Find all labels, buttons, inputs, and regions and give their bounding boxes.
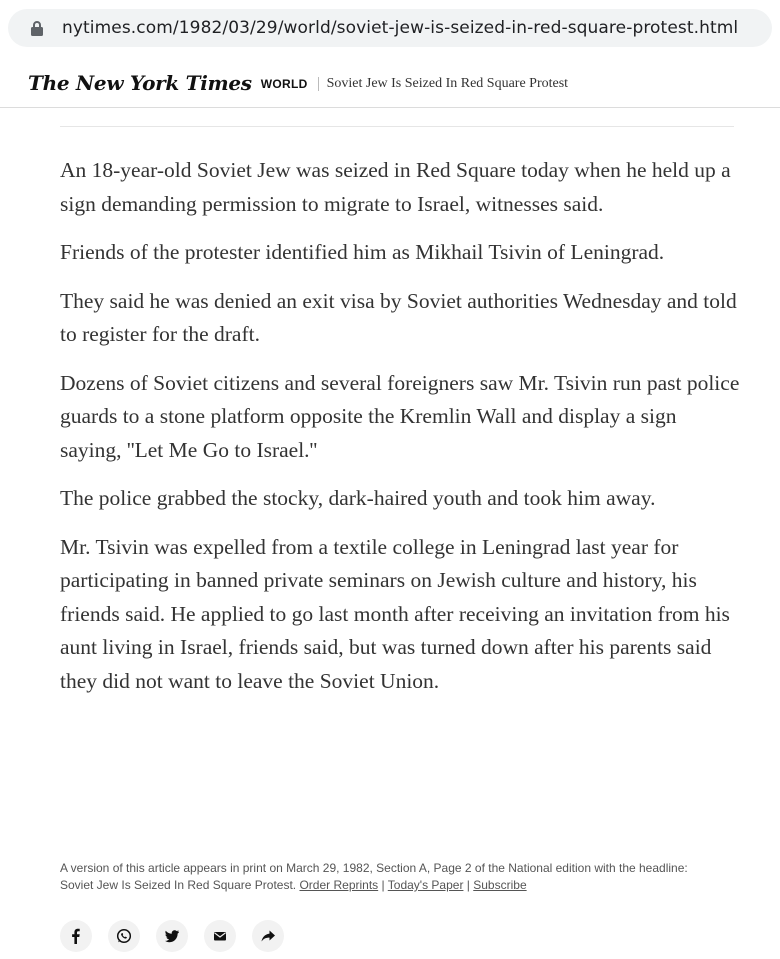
url-text[interactable]: nytimes.com/1982/03/29/world/soviet-jew-is-seized-in-red-square-protest.html (62, 18, 739, 38)
twitter-share-button[interactable] (156, 920, 188, 952)
order-reprints-link[interactable]: Order Reprints (299, 878, 379, 892)
todays-paper-link[interactable]: Today's Paper (387, 878, 464, 892)
facebook-share-button[interactable] (60, 920, 92, 952)
whatsapp-icon (116, 928, 132, 944)
print-note-text: A version of this article appears in print on March 29, 1982, Section A, Page 2 of the National edition with the headline: Soviet Jew Is Seized In Red Square Protest. (60, 861, 688, 892)
share-tools (60, 920, 284, 952)
header-divider (318, 77, 319, 91)
article-body (60, 154, 740, 713)
article-paragraph: They said he was denied an exit visa by Soviet authorities Wednesday and told to register for the draft. (60, 288, 737, 346)
subscribe-link[interactable]: Subscribe (473, 878, 527, 892)
footnote-divider: | (466, 878, 470, 892)
footnote-divider: | (381, 878, 385, 892)
article-paragraph: The police grabbed the stocky, dark-haired youth and took him away. (60, 486, 656, 510)
facebook-icon (68, 928, 84, 944)
article-top-rule (60, 126, 734, 127)
email-share-button[interactable] (204, 920, 236, 952)
nyt-logo[interactable]: The New York Times (28, 70, 252, 95)
print-edition-note (60, 860, 720, 894)
header-headline: Soviet Jew Is Seized In Red Square Protest (326, 75, 569, 91)
article-paragraph: Dozens of Soviet citizens and several foreigners saw Mr. Tsivin run past police guards to a stone platform opposite the Kremlin Wall and display a sign saying, ''Let Me Go to Israel.'' (60, 370, 740, 462)
article-paragraph: An 18-year-old Soviet Jew was seized in Red Square today when he held up a sign demanding permission to migrate to Israel, witnesses said. (60, 158, 731, 216)
whatsapp-share-button[interactable] (108, 920, 140, 952)
masthead (0, 58, 780, 108)
lock-icon[interactable] (30, 20, 44, 36)
twitter-icon (164, 928, 180, 944)
browser-url-bar (0, 0, 780, 58)
address-field[interactable] (8, 9, 772, 47)
email-icon (212, 928, 228, 944)
share-arrow-icon (260, 928, 276, 944)
article-paragraph: Friends of the protester identified him as Mikhail Tsivin of Leningrad. (60, 240, 665, 264)
more-share-button[interactable] (252, 920, 284, 952)
section-link-world[interactable]: WORLD (260, 77, 308, 91)
article-paragraph: Mr. Tsivin was expelled from a textile college in Leningrad last year for participating in banned private seminars on Jewish culture and history, his friends said. He applied to go last month after receiving an invitation from his aunt living in Israel, friends said, but was turned down after his parents said they did not want to leave the Soviet Union. (60, 534, 730, 693)
